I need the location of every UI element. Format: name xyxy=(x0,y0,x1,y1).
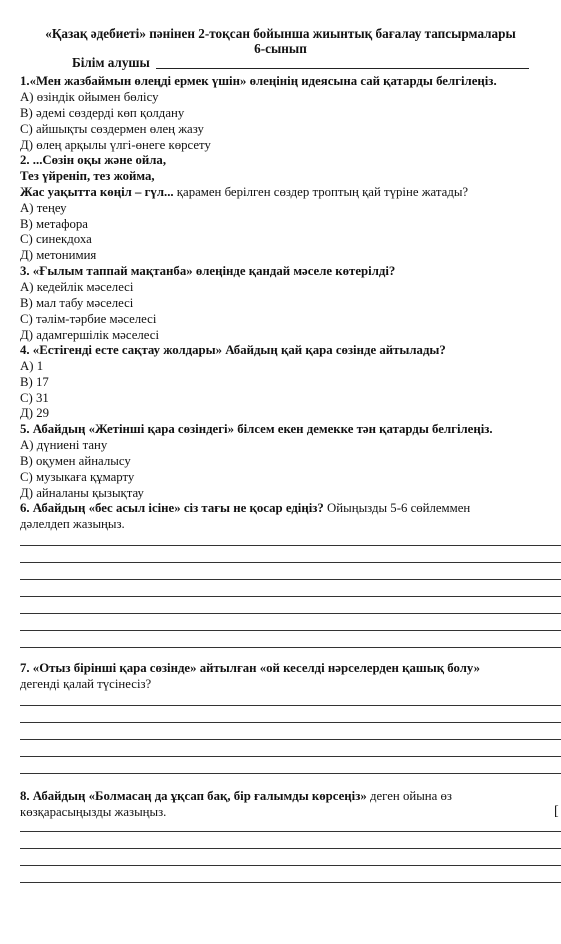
q6-answer-line[interactable] xyxy=(20,647,561,648)
q7-instruction: дегенді қалай түсінесіз? xyxy=(20,677,152,691)
question-8 xyxy=(20,789,452,804)
q8-answer-line[interactable] xyxy=(20,882,561,883)
q4-option-c: С) 31 xyxy=(20,391,49,405)
q1-option-b: В) әдемі сөздерді көп қолдану xyxy=(20,106,185,120)
question-1: 1.«Мен жазбаймын өлеңді ермек үшін» өлеңінің идеясына сай қатарды белгілеңіз. xyxy=(20,74,497,88)
q6-answer-line[interactable] xyxy=(20,596,561,597)
q7-answer-line[interactable] xyxy=(20,739,561,740)
q6-instruction: дәлелдеп жазыңыз. xyxy=(20,517,125,531)
q7-answer-line[interactable] xyxy=(20,756,561,757)
q5-option-b: В) оқумен айналысу xyxy=(20,454,131,468)
q3-option-b: В) мал табу мәселесі xyxy=(20,296,134,310)
q2-option-a: А) теңеу xyxy=(20,201,67,215)
bracket-mark: [ xyxy=(554,804,559,819)
grade-label: 6-сынып xyxy=(254,41,307,56)
question-6 xyxy=(20,501,470,516)
q5-option-c: С) музыкаға құмарту xyxy=(20,470,135,484)
q2-option-c: С) синекдоха xyxy=(20,232,92,246)
q6-answer-line[interactable] xyxy=(20,562,561,563)
q2-quote: Жас уақытта көңіл – гүл... xyxy=(20,185,174,199)
q8-question-bold: 8. Абайдың «Болмасаң да ұқсап бақ, бір ғалымды көрсеңіз» xyxy=(20,789,367,803)
question-4: 4. «Естігенді есте сақтау жолдары» Абайдың қай қара сөзінде айтылады? xyxy=(20,343,446,357)
learner-name-line xyxy=(156,68,529,69)
learner-label: Білім алушы xyxy=(72,55,150,70)
question-2-line-3 xyxy=(20,185,468,200)
q7-answer-line[interactable] xyxy=(20,705,561,706)
q1-option-d: Д) өлең арқылы үлгі-өнеге көрсету xyxy=(20,138,211,152)
q4-option-d: Д) 29 xyxy=(20,406,49,420)
q8-answer-line[interactable] xyxy=(20,865,561,866)
q2-option-b: В) метафора xyxy=(20,217,88,231)
q3-option-d: Д) адамгершілік мәселесі xyxy=(20,328,159,342)
q7-answer-line[interactable] xyxy=(20,773,561,774)
q6-answer-line[interactable] xyxy=(20,579,561,580)
q1-option-a: А) өзіндік ойымен бөлісу xyxy=(20,90,159,104)
question-2-line-1: 2. ...Сөзін оқы және ойла, xyxy=(20,153,167,167)
q6-answer-line[interactable] xyxy=(20,545,561,546)
q3-option-c: С) тәлім-тәрбие мәселесі xyxy=(20,312,157,326)
q4-option-a: А) 1 xyxy=(20,359,44,373)
q2-prompt: қарамен берілген сөздер троптың қай түріне жатады? xyxy=(173,185,469,199)
q2-option-d: Д) метонимия xyxy=(20,248,97,262)
question-2-line-2: Тез үйреніп, тез жойма, xyxy=(20,169,155,183)
q6-answer-line[interactable] xyxy=(20,630,561,631)
worksheet-title: «Қазақ әдебиеті» пәнінен 2-тоқсан бойынша жиынтық бағалау тапсырмалары xyxy=(45,26,516,41)
q8-question-rest: деген ойына өз xyxy=(366,789,452,803)
q6-answer-line[interactable] xyxy=(20,613,561,614)
q6-question-rest: Ойыңызды 5-6 сөйлеммен xyxy=(323,501,471,515)
q1-option-c: С) айшықты сөздермен өлең жазу xyxy=(20,122,204,136)
q8-answer-line[interactable] xyxy=(20,848,561,849)
question-3: 3. «Ғылым таппай мақтанба» өлеңінде қандай мәселе көтерілді? xyxy=(20,264,396,278)
q7-answer-line[interactable] xyxy=(20,722,561,723)
q6-question-bold: 6. Абайдың «бес асыл ісіне» сіз тағы не қосар едіңіз? xyxy=(20,501,324,515)
q8-answer-line[interactable] xyxy=(20,831,561,832)
q5-option-d: Д) айналаны қызықтау xyxy=(20,486,144,500)
question-7: 7. «Отыз бірінші қара сөзінде» айтылған «ой кеселді нәрселерден қашық болу» xyxy=(20,661,481,675)
q4-option-b: В) 17 xyxy=(20,375,49,389)
question-5: 5. Абайдың «Жетінші қара сөзіндегі» білсем екен демекке тән қатарды белгілеңіз. xyxy=(20,422,493,436)
q5-option-a: А) дүниені тану xyxy=(20,438,108,452)
q8-instruction: көзқарасыңызды жазыңыз. xyxy=(20,805,167,819)
q3-option-a: А) кедейлік мәселесі xyxy=(20,280,134,294)
